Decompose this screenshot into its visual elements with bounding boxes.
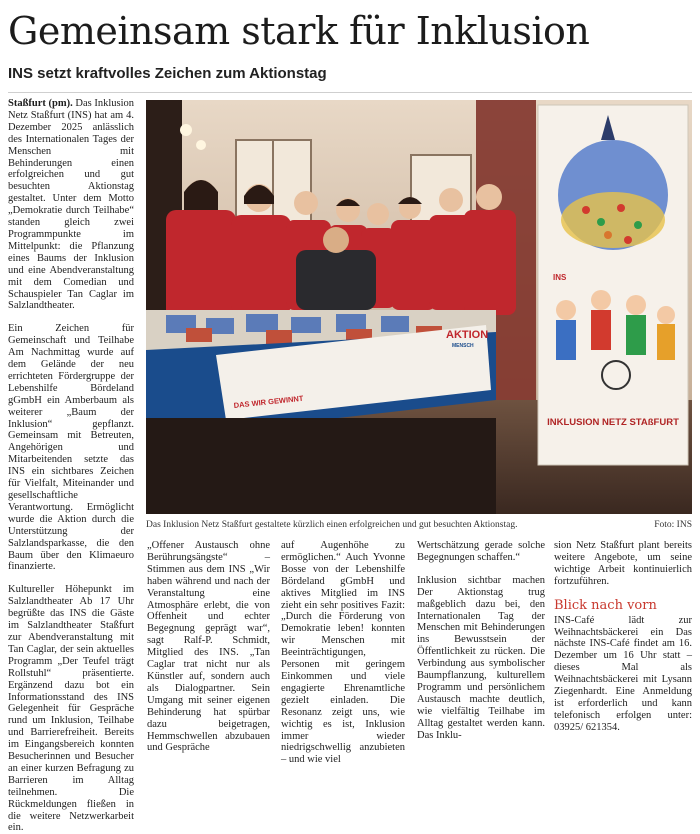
- text-column-3: [281, 540, 405, 766]
- paragraph: Kultureller Höhepunkt im Salzlandtheater Ab 17 Uhr begrüßte das INS die Gäste im Salzlandtheater Staßfurt zur Abendveranstaltung mit Tan Caglar, der sein aktuelles Programm „Der Teufel trägt Rollstuhl“ präsentierte. Ergänzend dazu bot ein Informationsstand des INS Gelegenheit für Gespräche rund um Inklusion, Teilhabe und Barrierefreiheit. Bereits im Eingangsbereich konnten Besucherinnen und Besucher an einer kurzen Befragung zu Barrieren im Alltag teilnehmen. Die Rückmeldungen fließen in die weitere Netzwerkarbeit ein.: [8, 584, 134, 834]
- aktion-logo-text: AKTION: [446, 329, 489, 341]
- tablecloth-text: DAS WIR GEWINNT: [233, 393, 304, 410]
- article-photo: [146, 100, 692, 514]
- info-box-heading: Blick nach vorn: [554, 597, 657, 613]
- banner-small-text: INS: [553, 273, 567, 282]
- paragraph: Wertschätzung gerade solche Begegnungen schaffen.“: [417, 540, 545, 563]
- paragraph: Inklusion sichtbar machen Der Aktionstag trug maßgeblich dazu bei, den Internationalen Tag der Menschen mit Behinderungen ins Bewusstsein der Öffentlichkeit zu rücken. Die Verbindung aus symbolischer Baumpflanzung, kulturellem Programm und persönlichem Austausch machte deutlich, wie vielfältig Teilhabe im Alltag gestaltet werden kann. Das Inklu-: [417, 574, 545, 741]
- text-column-2: [147, 540, 270, 754]
- paragraph-text: Das Inklusion Netz Staßfurt (INS) hat am 4. Dezember 2025 anlässlich des Internationalen Tages der Menschen mit Behinderungen einen erfolgreichen und gut besuchten Aktionstag gestaltet. Unter dem Motto „Demokratie durch Teilhabe“ standen gleich zwei Programmpunkte im Mittelpunkt: die Pflanzung eines Baums der Inklusion und eine Abendveranstaltung mit dem Comedian und Schauspieler Tan Caglar im Salzlandtheater.: [8, 98, 134, 312]
- banner-text: INKLUSION NETZ STAßFURT: [547, 417, 679, 428]
- dateline: Staßfurt (pm).: [8, 98, 73, 109]
- info-box-text: INS-Café lädt zur Weihnachtsbäckerei ein Das nächste INS-Café findet am 16. Dezember um 16 Uhr statt – dieses Mal als Weihnachtsbäckerei mit Lysann Ziegenhardt. Eine Anmeldung ist erforderlich und kann telefonisch erfolgen unter: 03925/ 621354.: [554, 614, 692, 733]
- aktion-logo-sub: MENSCH: [452, 343, 474, 349]
- text-column-4: [417, 540, 545, 742]
- text-column-1: [8, 98, 134, 834]
- photo-credit: Foto: INS: [654, 520, 692, 530]
- paragraph: [8, 98, 134, 312]
- article-headline: Gemeinsam stark für Inklusion: [8, 9, 590, 53]
- caption-text: Das Inklusion Netz Staßfurt gestaltete kürzlich einen erfolgreichen und gut besuchten Aktionstag.: [146, 520, 518, 530]
- paragraph: Ein Zeichen für Gemeinschaft und Teilhabe Am Nachmittag wurde auf dem Gelände der neu errichteten Fördergruppe der Lebenshilfe Bördeland gGmbH ein Amberbaum als weiterer „Baum der Inklusion“ gepflanzt. Gemeinsam mit Betreuten, Angehörigen und Mitarbeitenden setzte das INS ein sichtbares Zeichen für Vielfalt, Miteinander und gesellschaftliche Verantwortung. Ermöglicht wurde die Aktion durch die Unterstützung der Salzlandsparkasse, die den Baum über den Klimaeuro finanzierte.: [8, 323, 134, 573]
- article-subheadline: INS setzt kraftvolles Zeichen zum Aktionstag: [8, 65, 327, 82]
- paragraph: sion Netz Staßfurt plant bereits weitere Angebote, um seine wichtige Arbeit kontinuierlich fortzuführen.: [554, 540, 692, 587]
- paragraph: auf Augenhöhe zu ermöglichen.“ Auch Yvonne Bosse von der Lebenshilfe Bördeland gGmbH und aktives Mitglied im INS zieht ein sehr positives Fazit: „Durch die Förderung von Demokratie leben! konnten wir Menschen mit Beeinträchtigungen, Personen mit geringem Einkommen und viele engagierte Ehrenamtliche gezielt einladen. Die Resonanz zeigt uns, wie wichtig es ist, Inklusion immer wieder niedrigschwellig anzubieten – und wie viel: [281, 540, 405, 766]
- photo-caption: [146, 518, 692, 532]
- text-column-5: [554, 540, 692, 734]
- paragraph: „Offener Austausch ohne Berührungsängste“ – Stimmen aus dem INS „Wir haben während und nach der Veranstaltung eine Atmosphäre erlebt, die von Offenheit und echter Begegnung geprägt war“, sagt Ralf-P. Schmidt, Mitglied des INS. „Tan Caglar trat nicht nur als Künstler auf, sondern auch als Dialogpartner. Sein Umgang mit seiner eigenen Behinderung hat spürbar dazu beigetragen, Hemmschwellen abzubauen und Gespräche: [147, 540, 270, 754]
- headline-divider: [8, 92, 692, 93]
